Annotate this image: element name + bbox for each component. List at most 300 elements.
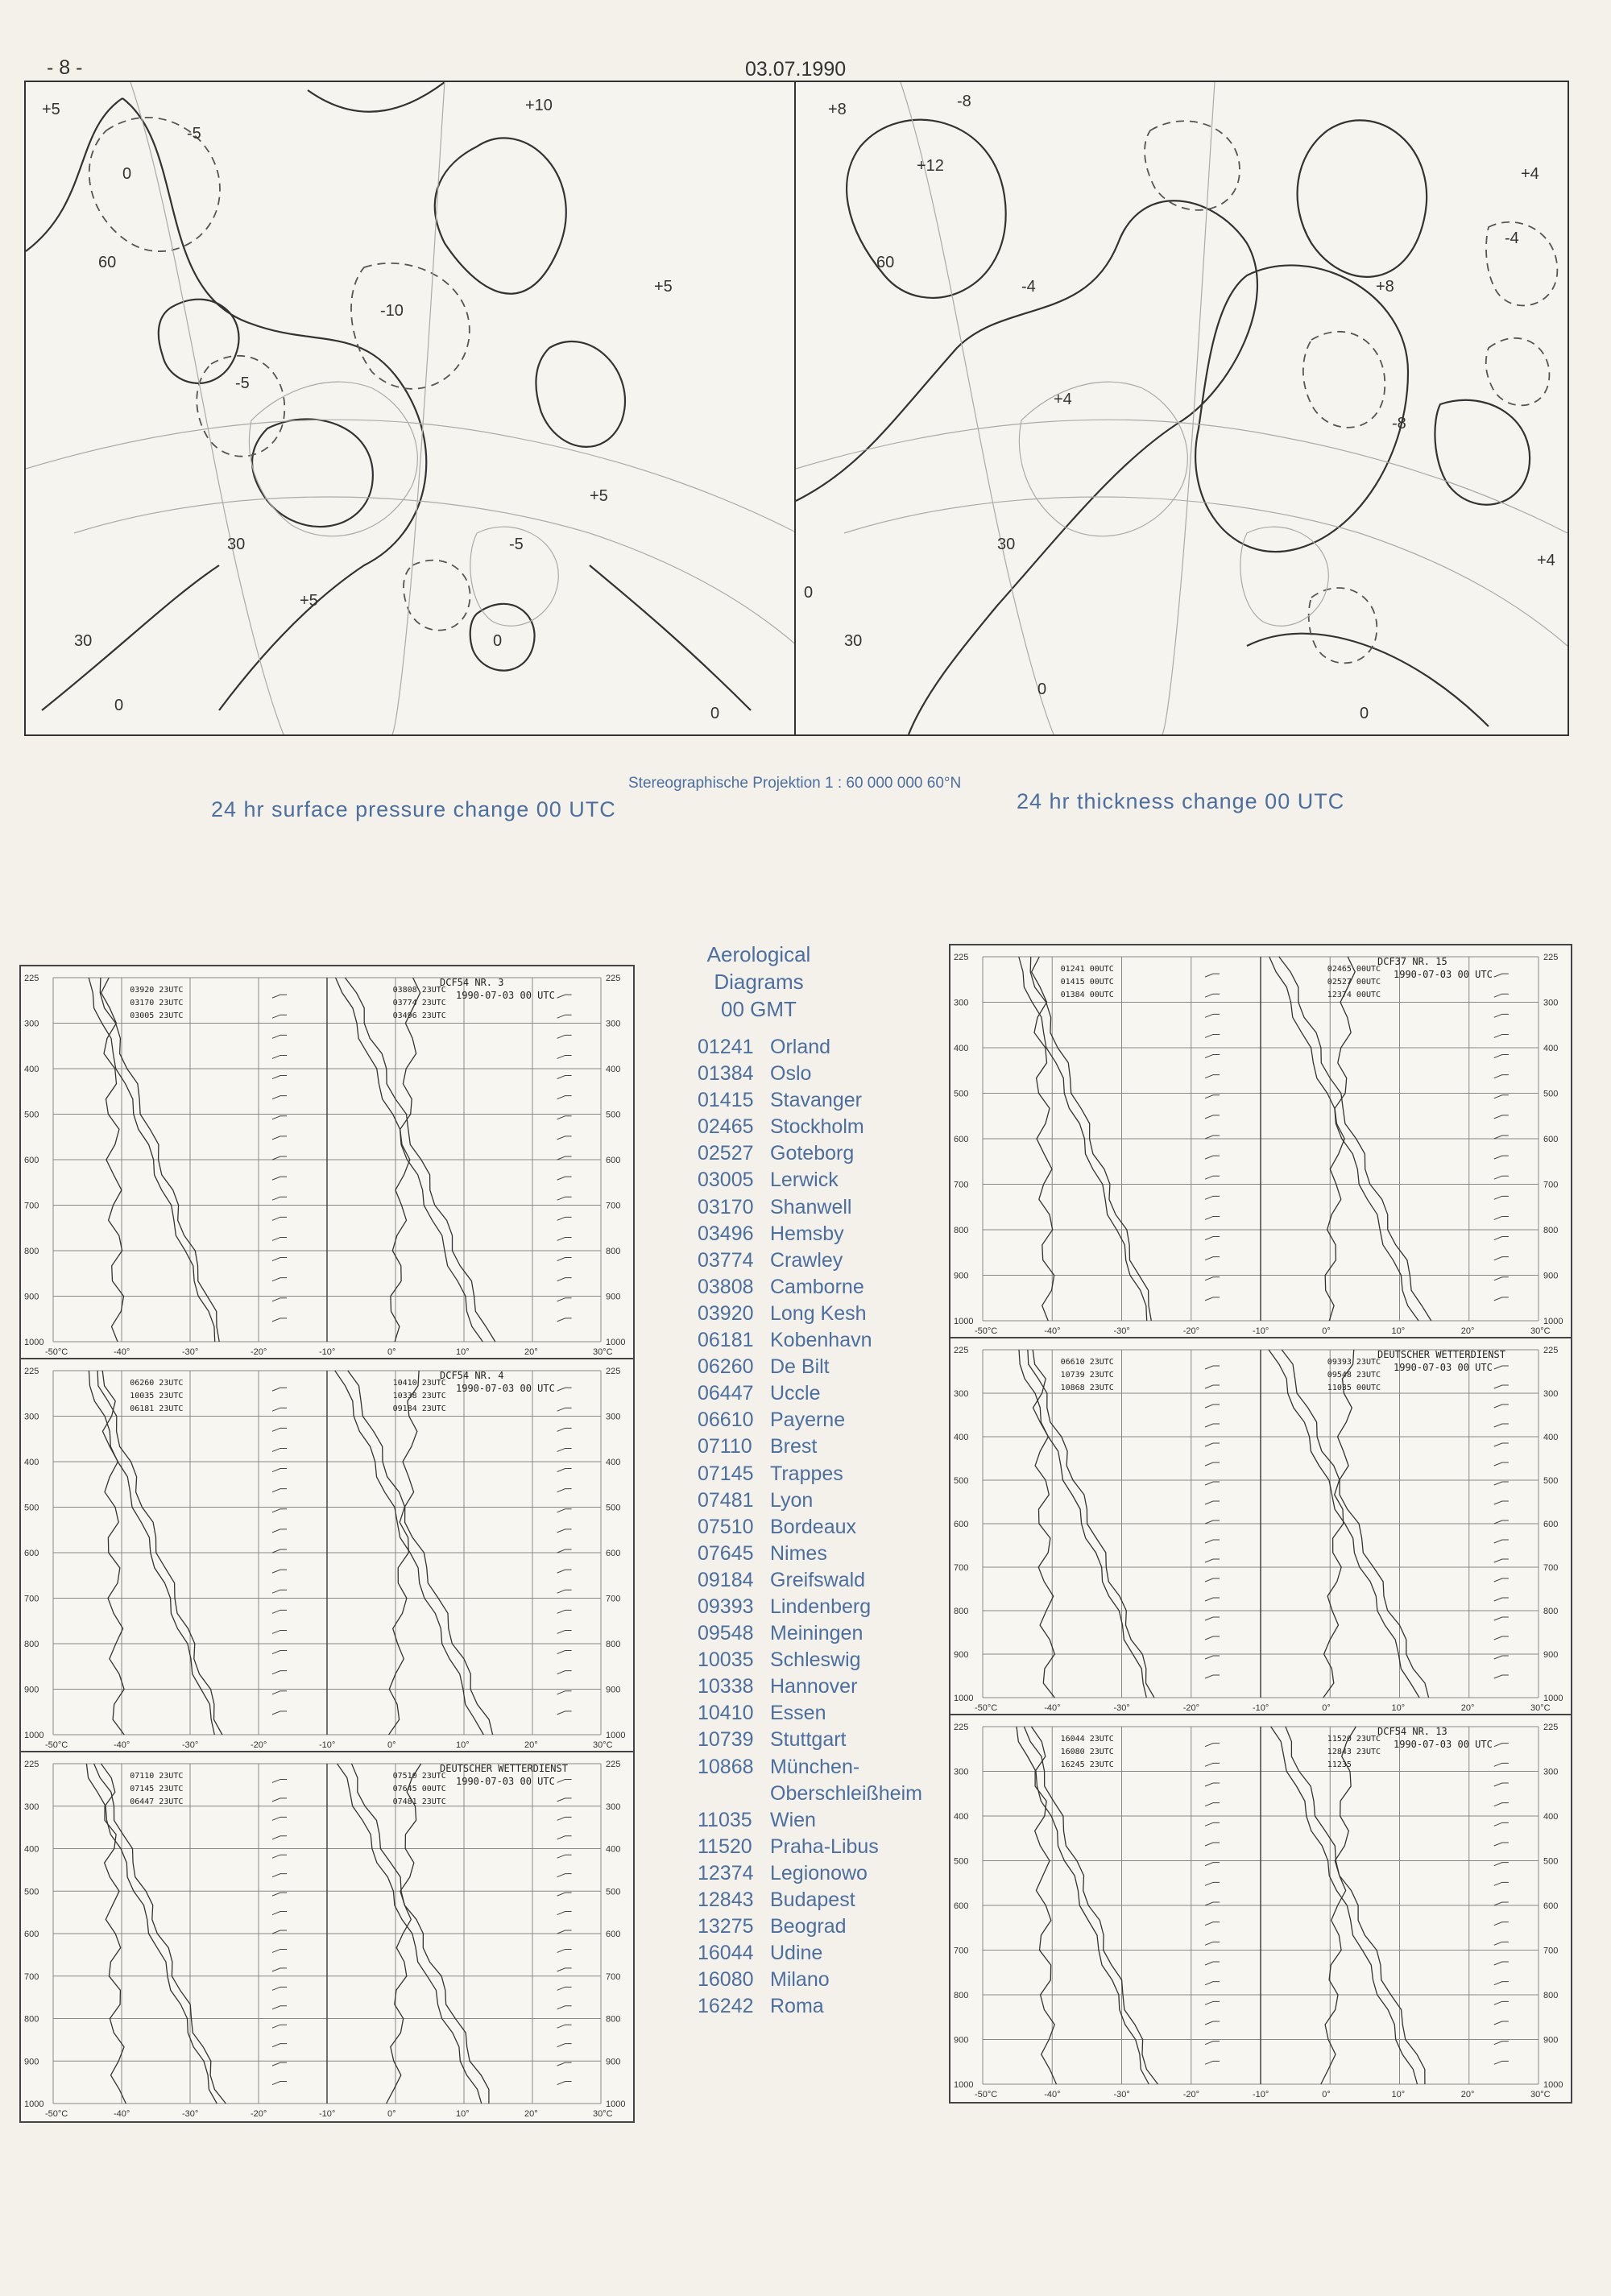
svg-text:+4: +4	[1054, 391, 1072, 408]
station-name: Brest	[770, 1435, 818, 1458]
wind-barb	[557, 1509, 572, 1512]
pressure-label-right: 500	[606, 1110, 621, 1120]
pressure-label-right: 800	[606, 1247, 621, 1256]
station-stamp: 16044 23UTC	[1060, 1735, 1114, 1744]
date-stamp: 1990-07-03 00 UTC	[1394, 1362, 1493, 1373]
svg-text:+10: +10	[525, 97, 553, 114]
pressure-label-left: 500	[954, 1089, 969, 1099]
wind-barb	[1494, 974, 1509, 977]
wind-barb	[272, 2082, 287, 2085]
wind-barb	[1205, 2042, 1220, 2045]
wind-barb	[1205, 1385, 1220, 1388]
temp-tick: 30°C	[1530, 1326, 1551, 1336]
station-name: Camborne	[770, 1275, 864, 1298]
pressure-label-right: 300	[1543, 998, 1559, 1008]
wind-barb	[557, 1987, 572, 1990]
wind-barb	[1494, 1014, 1509, 1017]
wind-barb	[557, 1298, 572, 1301]
station-stamp: 01241 00UTC	[1060, 965, 1114, 974]
station-entry	[698, 1355, 922, 1382]
wind-barb	[557, 1258, 572, 1261]
wind-barb	[557, 1197, 572, 1200]
pressure-label-right: 600	[1543, 1520, 1559, 1529]
wind-barb	[1205, 1156, 1220, 1159]
wind-barb	[557, 1798, 572, 1802]
wind-barb	[272, 2044, 287, 2047]
wind-barb	[1205, 1578, 1220, 1582]
station-stamp: 07481 23UTC	[392, 1797, 446, 1806]
pressure-label-left: 225	[954, 1346, 969, 1355]
temp-tick: -30°	[1113, 1326, 1130, 1336]
pressure-label-right: 225	[606, 974, 621, 983]
wind-barb	[272, 1893, 287, 1896]
svg-text:60: 60	[98, 254, 117, 271]
wind-barb	[1494, 1424, 1509, 1427]
station-code: 10035	[698, 1649, 754, 1672]
wind-barb	[557, 1428, 572, 1431]
temp-tick: 20°	[524, 2109, 538, 2119]
pressure-label-left: 500	[954, 1476, 969, 1486]
station-code: 10410	[698, 1702, 754, 1725]
temp-tick: -10°	[1253, 1703, 1269, 1713]
temp-tick: 30°C	[593, 1740, 613, 1750]
station-name: Shanwell	[770, 1195, 852, 1218]
pressure-label-right: 225	[606, 1760, 621, 1769]
wind-barb	[557, 2006, 572, 2009]
svg-text:0: 0	[114, 697, 124, 714]
wind-barb	[1205, 2021, 1220, 2025]
temp-tick: 10°	[456, 1740, 470, 1750]
wind-barb	[557, 1779, 572, 1782]
date-stamp: 1990-07-03 00 UTC	[456, 1776, 555, 1787]
wind-barb	[272, 1298, 287, 1301]
svg-text:-5: -5	[187, 125, 201, 143]
pressure-label-left: 1000	[954, 2080, 974, 2090]
pressure-label-right: 900	[606, 1685, 621, 1695]
station-stamp: 09393 23UTC	[1327, 1358, 1381, 1367]
wind-barb	[1205, 1115, 1220, 1119]
svg-text:0: 0	[122, 165, 132, 183]
wind-barb	[557, 995, 572, 998]
pressure-label-right: 1000	[1543, 2080, 1563, 2090]
date-stamp: 1990-07-03 00 UTC	[456, 990, 555, 1001]
wind-barb	[272, 1388, 287, 1391]
station-stamp: 16080 23UTC	[1060, 1748, 1114, 1756]
wind-barb	[272, 1930, 287, 1934]
page-date: 03.07.1990	[745, 58, 847, 81]
pressure-label-left: 800	[954, 1991, 969, 2000]
svg-text:+5: +5	[654, 278, 673, 296]
wind-barb	[272, 1779, 287, 1782]
wind-barb	[1205, 1404, 1220, 1408]
wind-barb	[272, 1197, 287, 1200]
wind-barb	[1205, 1257, 1220, 1260]
wind-barb	[1494, 1216, 1509, 1219]
pressure-label-left: 500	[24, 1503, 39, 1513]
temp-tick: -40°	[114, 2109, 130, 2119]
wind-barb	[1494, 1156, 1509, 1159]
wind-barb	[1494, 1863, 1509, 1866]
temp-tick: 30°C	[593, 2109, 613, 2119]
pressure-label-left: 800	[24, 1640, 39, 1649]
temp-tick: 10°	[456, 1347, 470, 1357]
wind-barb	[272, 1691, 287, 1694]
wind-barb	[557, 1651, 572, 1654]
pressure-label-right: 225	[1543, 1346, 1559, 1355]
wind-barb	[272, 1408, 287, 1411]
station-name: De Bilt	[770, 1355, 830, 1379]
station-stamp: 10739 23UTC	[1060, 1371, 1114, 1380]
pressure-label-right: 800	[1543, 1607, 1559, 1616]
wind-barb	[1205, 1942, 1220, 1945]
station-code: 16242	[698, 1995, 754, 2018]
wind-barb	[1494, 1034, 1509, 1037]
station-code: 07110	[698, 1435, 752, 1458]
svg-text:60: 60	[876, 254, 895, 271]
station-stamp: 06260 23UTC	[130, 1379, 184, 1388]
pressure-label-right: 1000	[606, 1731, 626, 1740]
station-stamp: 11235	[1327, 1760, 1352, 1769]
wind-barb	[557, 1156, 572, 1160]
pressure-label-left: 300	[24, 1412, 39, 1422]
station-stamp: 01384 00UTC	[1060, 991, 1114, 999]
svg-text:-5: -5	[509, 536, 524, 553]
pressure-label-left: 300	[24, 1802, 39, 1812]
wind-barb	[272, 1156, 287, 1160]
wind-barb	[272, 1610, 287, 1613]
pressure-label-right: 400	[606, 1065, 621, 1074]
pressure-label-right: 500	[606, 1503, 621, 1513]
temp-tick: 0°	[387, 2109, 396, 2119]
wind-barb	[1494, 1617, 1509, 1620]
wind-barb	[1494, 1843, 1509, 1846]
wind-barb	[1494, 1636, 1509, 1640]
temp-tick: -20°	[251, 1347, 267, 1357]
wind-barb	[1494, 1803, 1509, 1806]
wind-barb	[272, 1258, 287, 1261]
station-name: Budapest	[770, 1889, 855, 1911]
wind-barb	[1205, 1014, 1220, 1017]
wind-barb	[1205, 1075, 1220, 1078]
wind-barb	[1494, 2061, 1509, 2064]
svg-text:-5: -5	[235, 374, 250, 392]
wind-barb	[1205, 1617, 1220, 1620]
wind-barb	[1205, 1822, 1220, 1826]
pressure-label-left: 300	[954, 1389, 969, 1399]
station-stamp: 03170 23UTC	[130, 999, 184, 1007]
station-code: 10868	[698, 1755, 754, 1778]
wind-barb	[557, 1711, 572, 1715]
wind-barb	[1494, 1297, 1509, 1301]
station-code: 09393	[698, 1595, 754, 1618]
station-code: 09184	[698, 1568, 754, 1591]
wind-barb	[557, 1448, 572, 1451]
wind-barb	[557, 1691, 572, 1694]
station-name: Goteborg	[770, 1142, 855, 1165]
wind-barb	[1205, 1136, 1220, 1139]
wind-barb	[272, 1874, 287, 1877]
pressure-label-left: 900	[954, 1650, 969, 1660]
station-entry	[698, 1276, 922, 1302]
wind-barb	[1494, 1540, 1509, 1543]
station-code: 03496	[698, 1222, 754, 1245]
station-entry	[698, 1915, 922, 1942]
wind-barb	[1205, 1982, 1220, 1985]
svg-text:0: 0	[1037, 681, 1047, 698]
station-code: 11035	[698, 1808, 752, 1831]
temp-tick: 10°	[456, 2109, 470, 2119]
temp-tick: -20°	[251, 1740, 267, 1750]
station-entry	[698, 1489, 922, 1516]
form-number: DCF54 NR. 4	[440, 1370, 504, 1381]
pressure-label-left: 900	[954, 1271, 969, 1281]
wind-barb	[557, 1035, 572, 1038]
wind-barb	[1494, 2042, 1509, 2045]
wind-barb	[1494, 1783, 1509, 1786]
wind-barb	[557, 1855, 572, 1858]
pressure-label-right: 400	[606, 1458, 621, 1467]
station-code: 07145	[698, 1462, 754, 1485]
wind-barb	[1494, 994, 1509, 997]
wind-barb	[272, 1469, 287, 1472]
pressure-label-left: 700	[24, 1594, 39, 1604]
wind-barb	[557, 1630, 572, 1633]
wind-barb	[557, 1549, 572, 1553]
wind-barb	[272, 1968, 287, 1971]
pressure-label-left: 800	[24, 1247, 39, 1256]
station-stamp: 10338 23UTC	[392, 1392, 446, 1400]
station-entry	[698, 1702, 922, 1728]
wind-barb	[557, 1489, 572, 1492]
svg-text:0: 0	[1360, 705, 1369, 722]
station-stamp: 07510 23UTC	[392, 1772, 446, 1781]
pressure-label-right: 400	[1543, 1044, 1559, 1053]
station-entry	[698, 1675, 922, 1702]
wind-barb	[1205, 1424, 1220, 1427]
wind-barb	[557, 1930, 572, 1934]
wind-barb	[557, 1055, 572, 1058]
wind-barb	[557, 2082, 572, 2085]
wind-barb	[557, 1076, 572, 1079]
station-stamp: 12843 23UTC	[1327, 1748, 1381, 1756]
temp-tick: -40°	[114, 1740, 130, 1750]
station-name: Essen	[770, 1702, 826, 1725]
pressure-label-right: 400	[606, 1844, 621, 1855]
station-stamp: 10035 23UTC	[130, 1392, 184, 1400]
wind-barb	[557, 1469, 572, 1472]
station-name: Udine	[770, 1942, 823, 1965]
pressure-label-left: 1000	[24, 1731, 44, 1740]
wind-barb	[1205, 2061, 1220, 2064]
svg-text:+5: +5	[590, 487, 608, 505]
pressure-label-right: 500	[1543, 1089, 1559, 1099]
wind-barb	[1205, 1744, 1220, 1747]
svg-text:-4: -4	[1505, 230, 1519, 247]
station-stamp: 10410 23UTC	[392, 1379, 446, 1388]
pressure-label-left: 225	[24, 1367, 39, 1376]
pressure-label-left: 225	[24, 974, 39, 983]
temp-tick: -50°C	[975, 1703, 998, 1713]
station-stamp: 06610 23UTC	[1060, 1358, 1114, 1367]
wind-barb	[272, 1489, 287, 1492]
temp-tick: 20°	[1460, 2090, 1475, 2099]
temp-tick: -40°	[114, 1347, 130, 1357]
wind-barb	[1494, 1902, 1509, 1905]
wind-barb	[1494, 1176, 1509, 1179]
temp-tick: 30°C	[1530, 1703, 1551, 1713]
wind-barb	[1205, 1636, 1220, 1640]
wind-barb	[557, 1096, 572, 1099]
station-name: Payerne	[770, 1409, 846, 1432]
svg-text:-4: -4	[1021, 278, 1036, 296]
station-stamp: 02465 00UTC	[1327, 965, 1381, 974]
wind-barb	[557, 1817, 572, 1820]
wind-barb	[1494, 2001, 1509, 2004]
wind-barb	[1205, 1598, 1220, 1601]
wind-barb	[557, 1949, 572, 1952]
wind-barb	[557, 1408, 572, 1411]
station-name: Hemsby	[770, 1222, 844, 1245]
pressure-label-right: 700	[1543, 1946, 1559, 1956]
pressure-label-right: 500	[1543, 1476, 1559, 1486]
station-name: Schleswig	[770, 1649, 861, 1672]
pressure-label-left: 500	[24, 1110, 39, 1120]
svg-text:0: 0	[804, 584, 814, 602]
station-code: 01415	[698, 1089, 754, 1112]
temp-tick: -10°	[319, 1740, 336, 1750]
station-code: 03808	[698, 1275, 754, 1298]
pressure-label-left: 700	[954, 1946, 969, 1956]
wind-barb	[557, 2062, 572, 2066]
station-entry	[698, 1862, 922, 1889]
wind-barb	[1494, 1763, 1509, 1766]
pressure-label-right: 800	[606, 2014, 621, 2025]
wind-barb	[1494, 1115, 1509, 1119]
wind-barb	[1205, 1559, 1220, 1562]
pressure-label-left: 1000	[24, 2099, 44, 2109]
wind-barb	[557, 1318, 572, 1322]
wind-barb	[1494, 1237, 1509, 1240]
wind-barb	[272, 1570, 287, 1573]
temp-tick: -10°	[1253, 1326, 1269, 1336]
wind-barb	[272, 1096, 287, 1099]
diagram-svg	[950, 1338, 1571, 1715]
temp-tick: -50°C	[975, 2090, 998, 2099]
wind-barb	[1205, 1540, 1220, 1543]
pressure-label-left: 600	[954, 1901, 969, 1911]
pressure-label-right: 225	[1543, 953, 1559, 962]
station-name: Wien	[770, 1808, 816, 1831]
pressure-label-left: 1000	[24, 1338, 44, 1347]
station-entry	[698, 1115, 922, 1142]
svg-text:+12: +12	[917, 157, 944, 175]
svg-text:0: 0	[710, 705, 720, 722]
wind-barb	[557, 1590, 572, 1593]
aerological-diagram	[949, 1714, 1572, 2104]
station-entry	[698, 1835, 922, 1862]
station-code: 12374	[698, 1861, 754, 1884]
station-code: 06447	[698, 1382, 754, 1405]
wind-barb	[272, 1798, 287, 1802]
wind-barb	[272, 1711, 287, 1715]
wind-barb	[272, 1055, 287, 1058]
station-entry	[698, 1409, 922, 1435]
station-name: München-	[770, 1755, 860, 1778]
pressure-label-left: 225	[24, 1760, 39, 1769]
temp-tick: 10°	[1391, 2090, 1406, 2099]
temp-tick: 0°	[387, 1740, 396, 1750]
pressure-label-left: 900	[24, 1685, 39, 1695]
surface-pressure-change-map	[24, 81, 799, 736]
wind-barb	[272, 1529, 287, 1533]
station-name: Uccle	[770, 1382, 821, 1405]
wind-barb	[557, 1237, 572, 1240]
wind-barb	[1205, 1962, 1220, 1965]
wind-barb	[1494, 1744, 1509, 1747]
form-number: DEUTSCHER WETTERDIENST	[440, 1763, 568, 1774]
wind-barb	[272, 1015, 287, 1018]
station-stamp: 06447 23UTC	[130, 1797, 184, 1806]
pressure-label-right: 800	[1543, 1991, 1559, 2000]
pressure-label-left: 600	[24, 1549, 39, 1558]
wind-barb	[1205, 1095, 1220, 1098]
wind-barb	[1494, 1136, 1509, 1139]
station-code: 12843	[698, 1889, 754, 1911]
wind-barb	[1205, 1176, 1220, 1179]
pressure-label-right: 300	[606, 1802, 621, 1812]
station-name: Milano	[770, 1968, 830, 1992]
temp-tick: -40°	[1044, 1326, 1061, 1336]
temp-tick: 30°C	[593, 1347, 613, 1357]
wind-barb	[1494, 1656, 1509, 1659]
wind-barb	[1494, 1982, 1509, 1985]
form-number: DCF54 NR. 13	[1377, 1726, 1447, 1737]
pressure-label-left: 225	[954, 953, 969, 962]
station-entry	[698, 1622, 922, 1649]
wind-barb	[272, 1671, 287, 1674]
station-code: 03920	[698, 1301, 754, 1325]
pressure-label-left: 900	[24, 1292, 39, 1302]
svg-text:+5: +5	[42, 101, 60, 118]
wind-barb	[272, 1912, 287, 1915]
wind-barb	[557, 2025, 572, 2028]
station-name: Lerwick	[770, 1169, 839, 1192]
wind-barb	[1205, 1763, 1220, 1766]
legend-title: Aerological Diagrams 00 GMT	[706, 942, 811, 1021]
station-name: Hannover	[770, 1675, 858, 1698]
station-entry	[698, 1968, 922, 1995]
wind-barb	[272, 1237, 287, 1240]
svg-text:-8: -8	[957, 93, 971, 110]
station-stamp: 10868 23UTC	[1060, 1384, 1114, 1392]
station-entry	[698, 1809, 922, 1835]
station-stamp: 07645 00UTC	[392, 1785, 446, 1793]
diagram-svg	[21, 966, 633, 1359]
temp-tick: -20°	[1182, 1703, 1200, 1713]
page-number: - 8 -	[47, 56, 83, 79]
wind-barb	[1205, 2001, 1220, 2004]
pressure-label-left: 600	[24, 1156, 39, 1165]
wind-barb	[557, 1177, 572, 1180]
station-stamp: 02527 00UTC	[1327, 978, 1381, 987]
wind-barb	[1494, 1075, 1509, 1078]
pressure-label-right: 800	[606, 1640, 621, 1649]
temp-tick: -10°	[319, 2109, 336, 2119]
pressure-label-right: 225	[1543, 1723, 1559, 1732]
pressure-label-left: 500	[954, 1856, 969, 1867]
wind-barb	[557, 1116, 572, 1119]
pressure-label-left: 800	[24, 2014, 39, 2025]
